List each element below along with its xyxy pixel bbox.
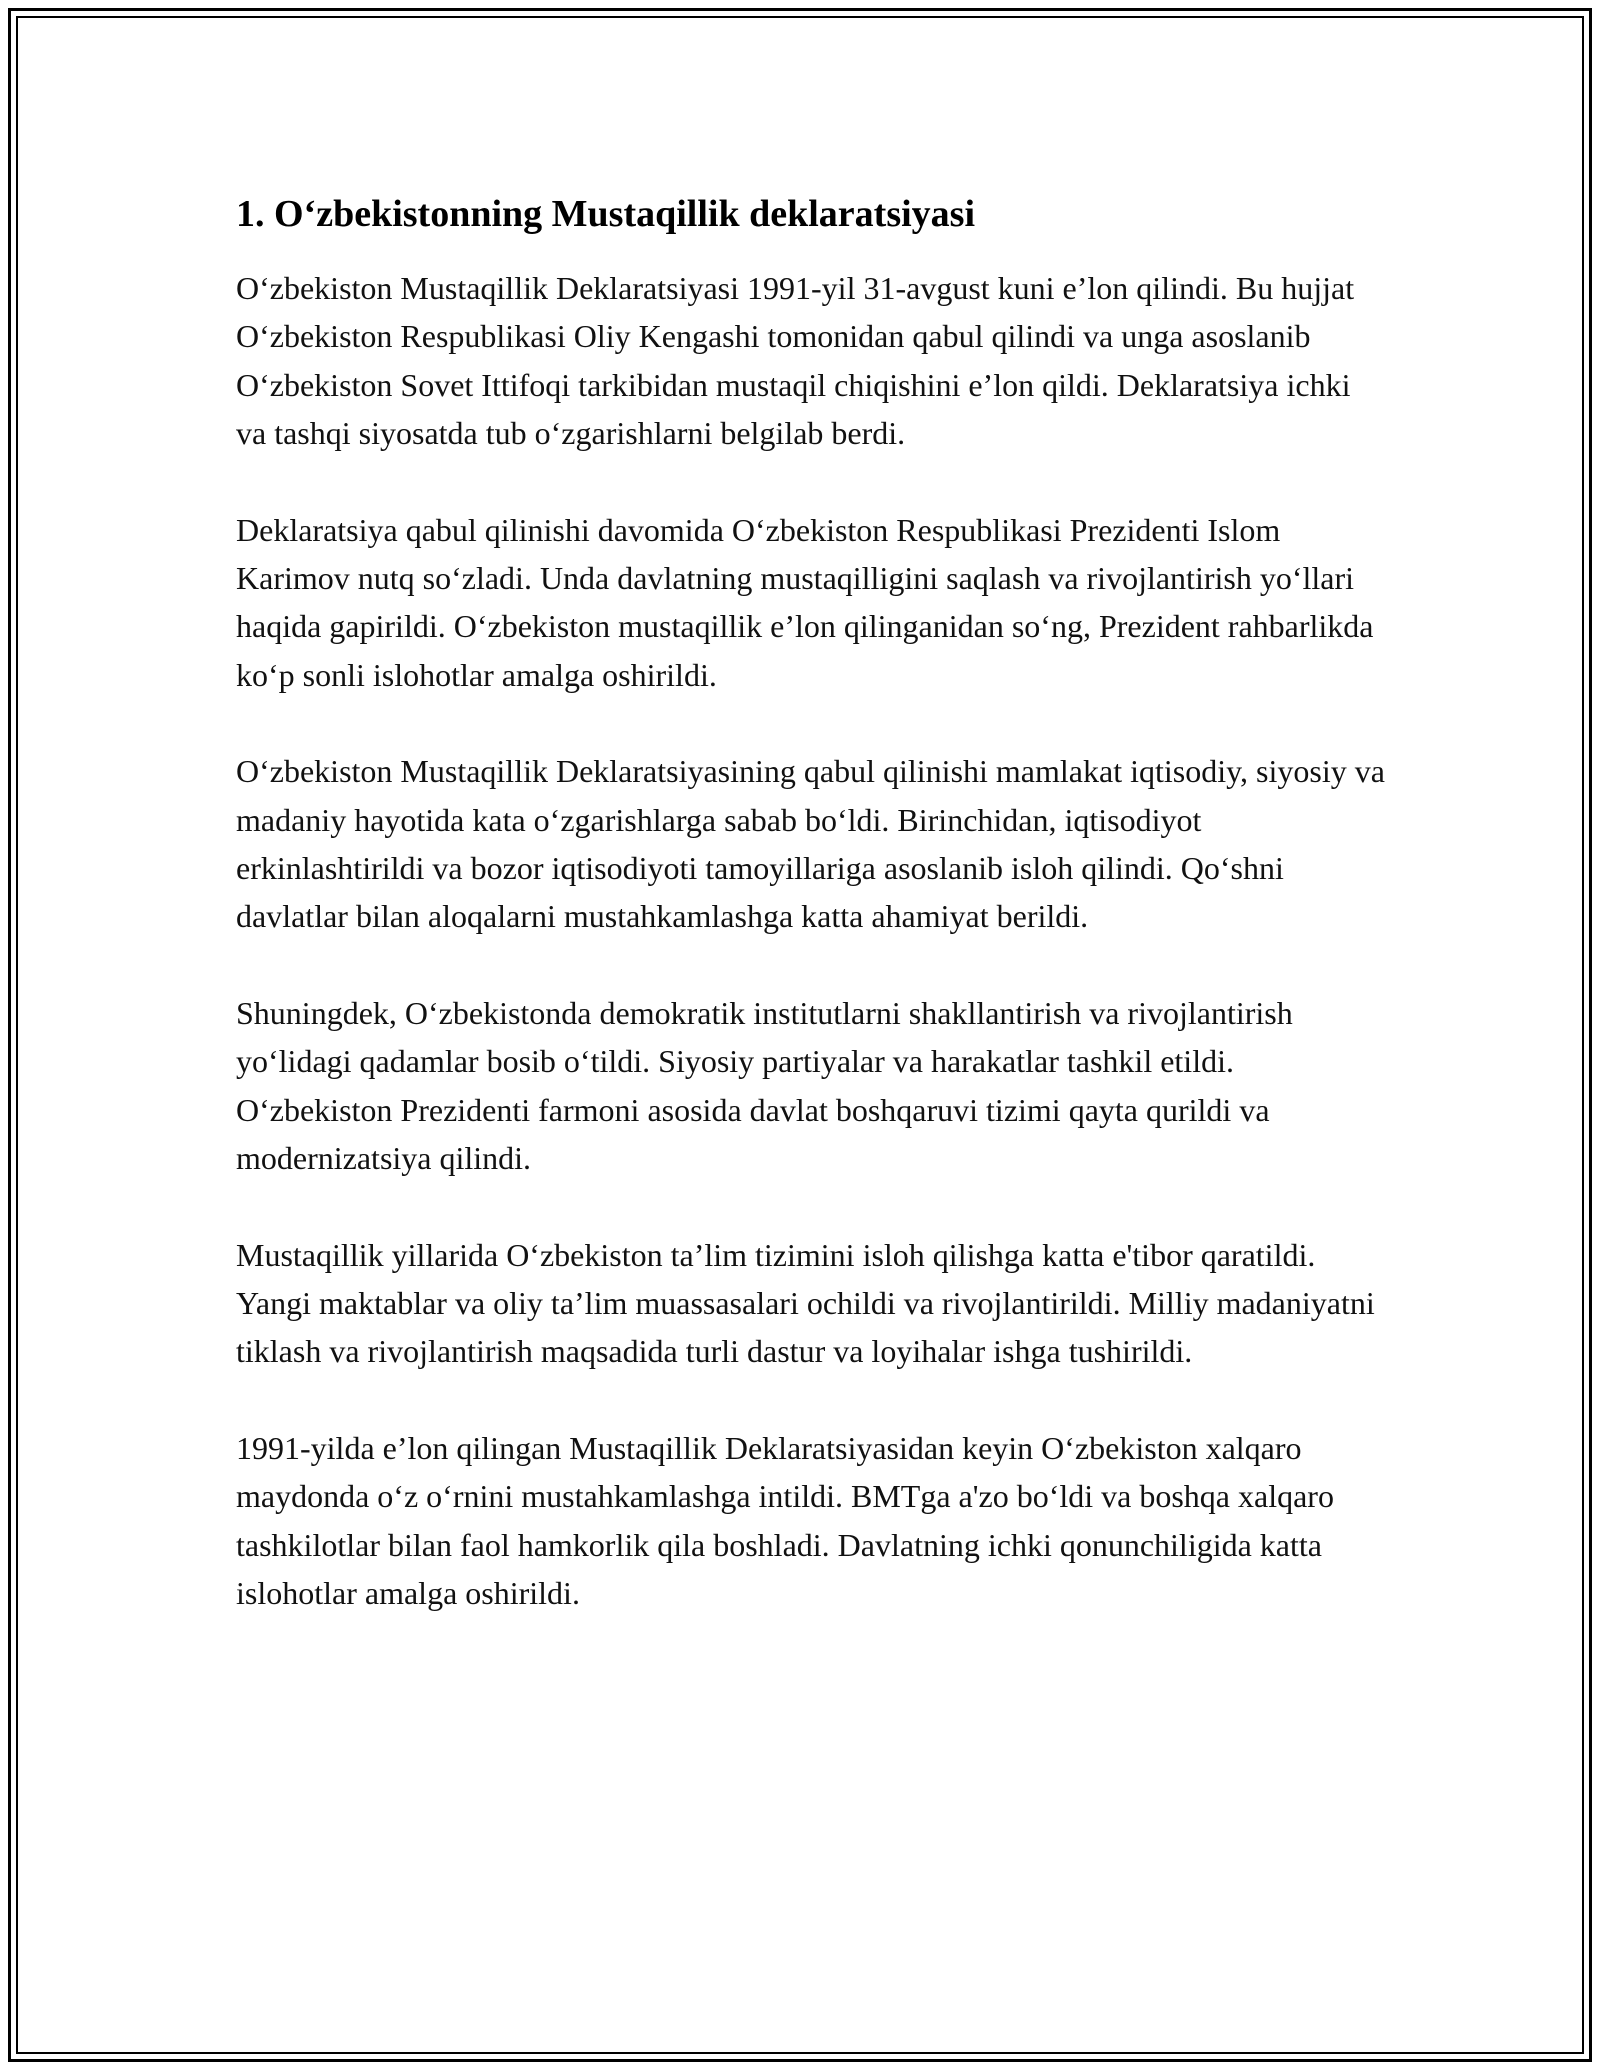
- document-title: 1. O‘zbekistonning Mustaqillik deklaratsiyasi: [236, 193, 976, 235]
- paragraph-5: Mustaqillik yillarida O‘zbekiston ta’lim tizimini isloh qilishga katta e'tibor qaratildi. Yangi maktablar va oliy ta’lim muassasalari ochildi va rivojlantirildi. Milliy madaniyatni tiklash va rivojlantirish maqsadida turli dastur va loyihalar ishga tushirildi.: [236, 1236, 1375, 1370]
- paragraph-3: O‘zbekiston Mustaqillik Deklaratsiyasining qabul qilinishi mamlakat iqtisodiy, siyosiy va madaniy hayotida kata o‘zgarishlarga sabab bo‘ldi. Birinchidan, iqtisodiyot erkinlashtirildi va bozor iqtisodiyoti tamoyillariga asoslanib isloh qilindi. Qo‘shni davlatlar bilan aloqalarni mustahkamlashga katta ahamiyat berildi.: [236, 753, 1385, 935]
- document-body: [236, 186, 1386, 1665]
- paragraph-6: 1991-yilda e’lon qilingan Mustaqillik Deklaratsiyasidan keyin O‘zbekiston xalqaro maydonda o‘z o‘rnini mustahkamlashga intildi. BMTga a'zo bo‘ldi va boshqa xalqaro tashkilotlar bilan faol hamkorlik qila boshladi. Davlatning ichki qonunchiligida katta islohotlar amalga oshirildi.: [236, 1429, 1334, 1611]
- paragraph-2: Deklaratsiya qabul qilinishi davomida O‘zbekiston Respublikasi Prezidenti Islom Karimov nutq so‘zladi. Unda davlatning mustaqilligini saqlash va rivojlantirish yo‘llari haqida gapirildi. O‘zbekiston mustaqillik e’lon qilinganidan so‘ng, Prezident rahbarlikda ko‘p sonli islohotlar amalga oshirildi.: [236, 511, 1374, 693]
- paragraph-1: O‘zbekiston Mustaqillik Deklaratsiyasi 1991-yil 31-avgust kuni e’lon qilindi. Bu hujjat O‘zbekiston Respublikasi Oliy Kengashi tomonidan qabul qilindi va unga asoslanib O‘zbekiston Sovet Ittifoqi tarkibidan mustaqil chiqishini e’lon qildi. Deklaratsiya ichki va tashqi siyosatda tub o‘zgarishlarni belgilab berdi.: [236, 270, 1355, 452]
- paragraph-4: Shuningdek, O‘zbekistonda demokratik institutlarni shakllantirish va rivojlantirish yo‘lidagi qadamlar bosib o‘tildi. Siyosiy partiyalar va harakatlar tashkil etildi. O‘zbekiston Prezidenti farmoni asosida davlat boshqaruvi tizimi qayta qurildi va modernizatsiya qilindi.: [236, 994, 1293, 1177]
